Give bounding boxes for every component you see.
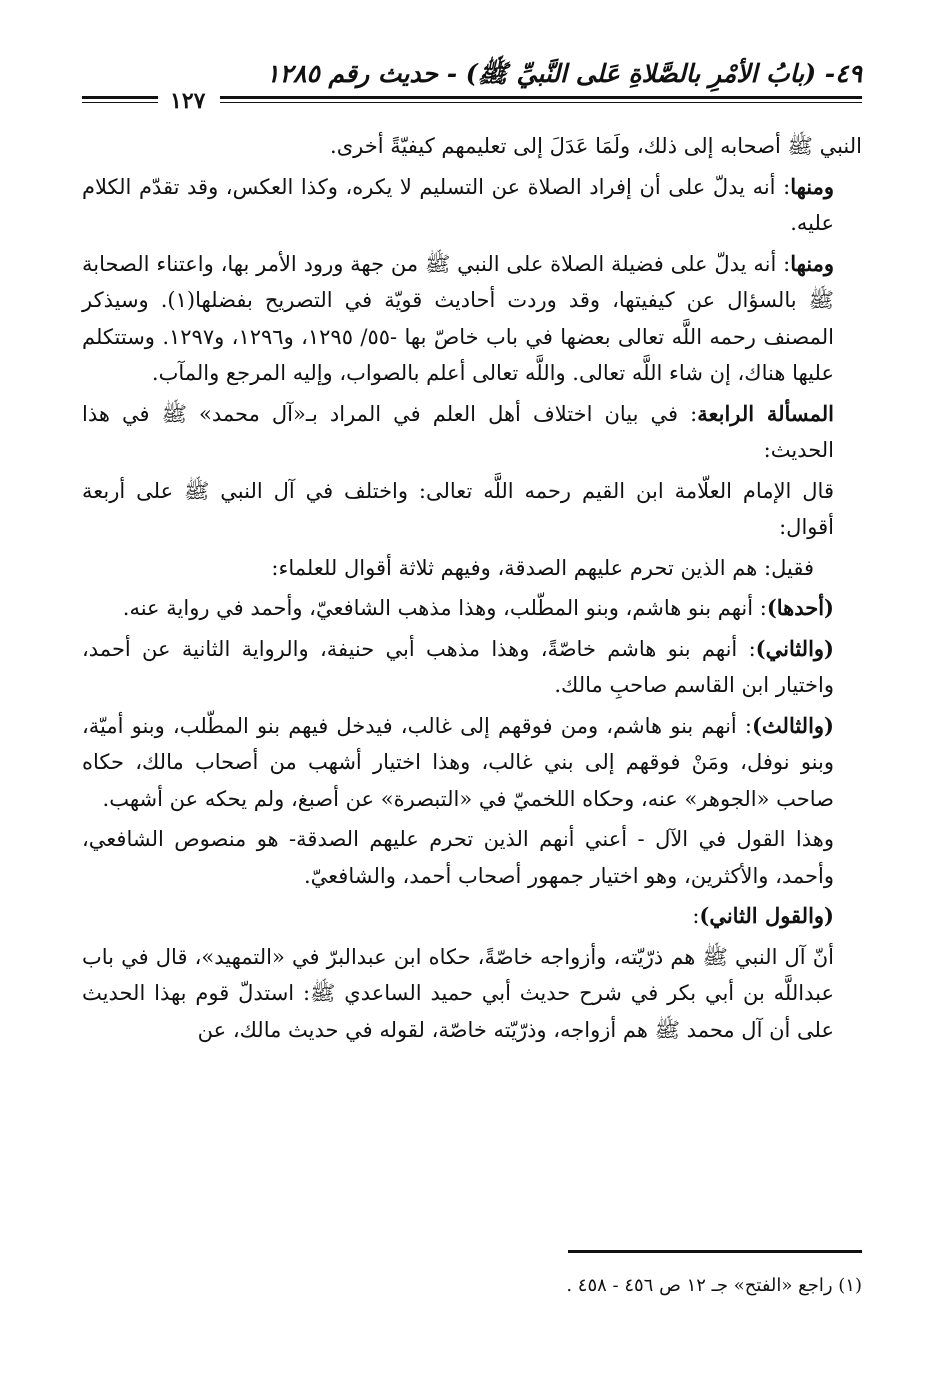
header-rule-left: [82, 96, 158, 99]
paragraph-text: وهذا القول في الآل - أعني أنهم الذين تحرم عليهم الصدقة- هو منصوص الشافعي، وأحمد، والأكثرين، وهو اختيار جمهور أصحاب أحمد، والشافعيّ.: [82, 827, 834, 888]
paragraph: [82, 631, 862, 704]
paragraph-text: :: [692, 904, 700, 928]
paragraph-text: : أنهم بنو هاشم خاصّةً، وهذا مذهب أبي حنيفة، والرواية الثانية عن أحمد، واختيار ابن القاسم صاحبِ مالك.: [82, 636, 834, 697]
paragraph: [82, 898, 862, 935]
paragraph: [82, 550, 862, 587]
paragraph-text: : أنهم بنو هاشم، ومن فوقهم إلى غالب، فيدخل فيهم بنو المطّلب، وبنو أميّة، وبنو نوفل، ومَنْ فوقهم إلى بني غالب، وهذا اختيار أشهب من أصحاب مالك، حكاه صاحب «الجوهر» عنه، وحكاه اللخميّ في «التبصرة» عن أصبغ، ولم يحكه عن أشهب.: [82, 713, 834, 811]
paragraph-lead: ومنها: [790, 173, 834, 199]
paragraph: [82, 169, 862, 242]
paragraph: [82, 473, 862, 546]
running-header: [82, 52, 862, 122]
paragraph-text: قال الإمام العلّامة ابن القيم رحمه اللَّه تعالى: واختلف في آل النبي ﷺ على أربعة أقوال:: [82, 478, 834, 539]
paragraph-lead: (والثالث): [751, 712, 834, 738]
paragraph: [82, 590, 862, 627]
paragraph: [82, 821, 862, 894]
paragraph-lead: ومنها: [790, 250, 834, 276]
paragraph-text: : في بيان اختلاف أهل العلم في المراد بـ«آل محمد» ﷺ في هذا الحديث:: [82, 401, 834, 462]
footnote-separator: [568, 1250, 862, 1253]
paragraph: [82, 396, 862, 469]
paragraph-text: : أنهم بنو هاشم، وبنو المطّلب، وهذا مذهب الشافعيّ، وأحمد في رواية عنه.: [122, 596, 767, 620]
footnote: (١) راجع «الفتح» جـ ١٢ ص ٤٥٦ - ٤٥٨ .: [566, 1275, 862, 1296]
paragraph-text: فقيل: هم الذين تحرم عليهم الصدقة، وفيهم ثلاثة أقوال للعلماء:: [271, 555, 814, 580]
paragraph: [82, 939, 862, 1049]
paragraph-text: النبي ﷺ أصحابه إلى ذلك، ولَمَا عَدَلَ إلى تعليمهم كيفيّةً أخرى.: [330, 134, 862, 158]
paragraph: [82, 128, 862, 165]
header-rule-left-thin: [82, 102, 158, 103]
header-rule: [220, 96, 862, 99]
paragraph: [82, 708, 862, 818]
section-heading: المسألة الرابعة: [697, 400, 834, 426]
paragraph: [82, 246, 862, 392]
main-text: [82, 128, 862, 1052]
paragraph-lead: (والثاني): [755, 635, 834, 661]
chapter-title: ٤٩- (بابُ الأمْرِ بالصَّلاةِ عَلى النَّبيِّ ﷺ) - حديث رقم ١٢٨٥: [266, 59, 862, 88]
paragraph-lead: (والقول الثاني): [699, 903, 834, 928]
paragraph-lead: (أحدها): [766, 595, 834, 620]
paragraph-text: أنّ آل النبي ﷺ هم ذرّيّته، وأزواجه خاصّةً، حكاه ابن عبدالبرّ في «التمهيد»، قال في باب عبداللَّه بن أبي بكر في شرح حديث أبي حميد الساعدي ﷺ: استدلّ قوم بهذا الحديث على أن آل محمد ﷺ هم أزواجه، وذرّيّته خاصّة، لقوله في حديث مالك، عن: [82, 944, 834, 1042]
header-rule-thin: [220, 102, 862, 103]
paragraph-text: : أنه يدلّ على أن إفراد الصلاة عن التسليم لا يكره، وكذا العكس، وقد تقدّم الكلام عليه.: [82, 174, 834, 235]
page-number: ١٢٧: [170, 88, 206, 114]
paragraph-text: : أنه يدلّ على فضيلة الصلاة على النبي ﷺ من جهة ورود الأمر بها، واعتناء الصحابة ﷺ بالسؤال عن كيفيتها، وقد وردت أحاديث قويّة في التصريح بفضلها(١). وسيذكر المصنف رحمه اللَّه تعالى بعضها في باب خاصّ بها -٥٥/ ١٢٩٥، و١٢٩٦، و١٢٩٧. وستتكلم عليها هناك، إن شاء اللَّه تعالى. واللَّه تعالى أعلم بالصواب، وإليه المرجع والمآب.: [82, 251, 834, 385]
